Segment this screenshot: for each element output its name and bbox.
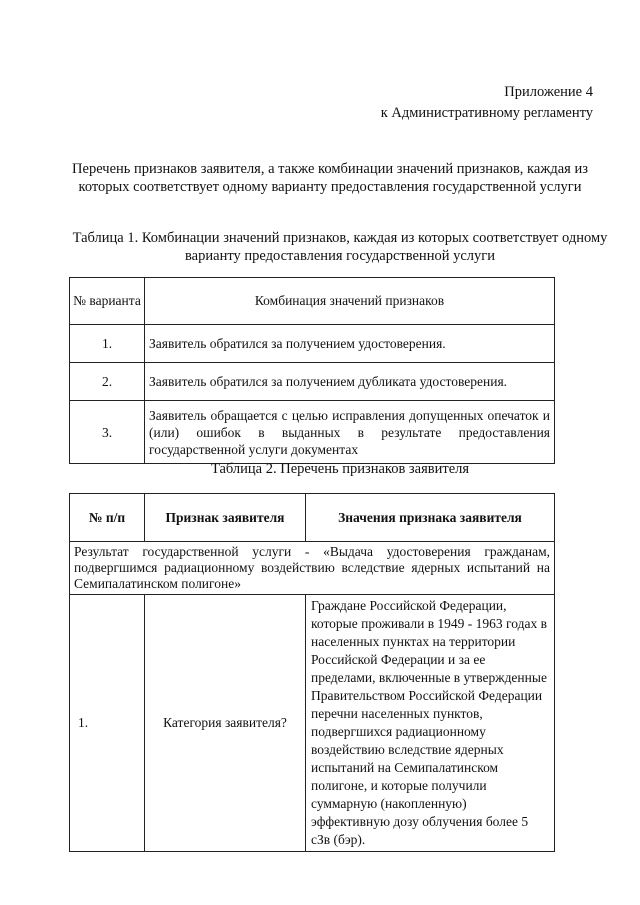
sign-value: Граждане Российской Федерации, которые проживали в 1949 - 1963 годах в населенных пунктах на территории Российской Федерации и за ее пределами, включенные в утвержденные Правительством Российской Федерации перечни населенных пунктов, подвергшихся радиационному воздействию вследствие ядерных испытаний на Семипалатинском полигоне, и которые получили суммарную (накопленную) эффективную дозу облучения более 5 сЗв (бэр). — [306, 595, 555, 852]
variant-number: 3. — [70, 401, 145, 464]
table-header-row — [70, 494, 555, 542]
variants-table — [69, 277, 555, 464]
table2-caption: Таблица 2. Перечень признаков заявителя — [210, 461, 470, 477]
appendix-number: Приложение 4 — [504, 84, 593, 100]
header-sign: Признак заявителя — [145, 494, 306, 542]
document-title: Перечень признаков заявителя, а также комбинации значений признаков, каждая из которых соответствует одному варианту предоставления государственной услуги — [72, 161, 588, 195]
table-header-row — [70, 278, 555, 325]
header-values: Значения признака заявителя — [306, 494, 555, 542]
service-result: Результат государственной услуги - «Выдача удостоверения гражданам, подвергшимся радиационному воздействию вследствие ядерных испытаний на Семипалатинском полигоне» — [70, 542, 555, 595]
table-row — [70, 325, 555, 363]
header-combination: Комбинация значений признаков — [145, 278, 555, 325]
table-row — [70, 401, 555, 464]
variant-text: Заявитель обратился за получением дубликата удостоверения. — [145, 363, 555, 401]
appendix-reference: к Административному регламенту — [380, 105, 593, 121]
header-number: № п/п — [70, 494, 145, 542]
appendix-header — [381, 82, 593, 124]
header-variant-number: № варианта — [70, 278, 145, 325]
applicant-signs-table — [69, 493, 555, 852]
table-row — [70, 363, 555, 401]
sign-number: 1. — [70, 595, 145, 852]
variant-number: 2. — [70, 363, 145, 401]
sign-name: Категория заявителя? — [145, 595, 306, 852]
variant-number: 1. — [70, 325, 145, 363]
variant-text: Заявитель обратился за получением удостоверения. — [145, 325, 555, 363]
table-row — [70, 595, 555, 852]
table-row — [70, 542, 555, 595]
variant-text: Заявитель обращается с целью исправления допущенных опечаток и (или) ошибок в выданных в результате предоставления государственной услуги документах — [145, 401, 555, 464]
table1-caption: Таблица 1. Комбинации значений признаков, каждая из которых соответствует одному варианту предоставления государственной услуги — [72, 230, 608, 264]
